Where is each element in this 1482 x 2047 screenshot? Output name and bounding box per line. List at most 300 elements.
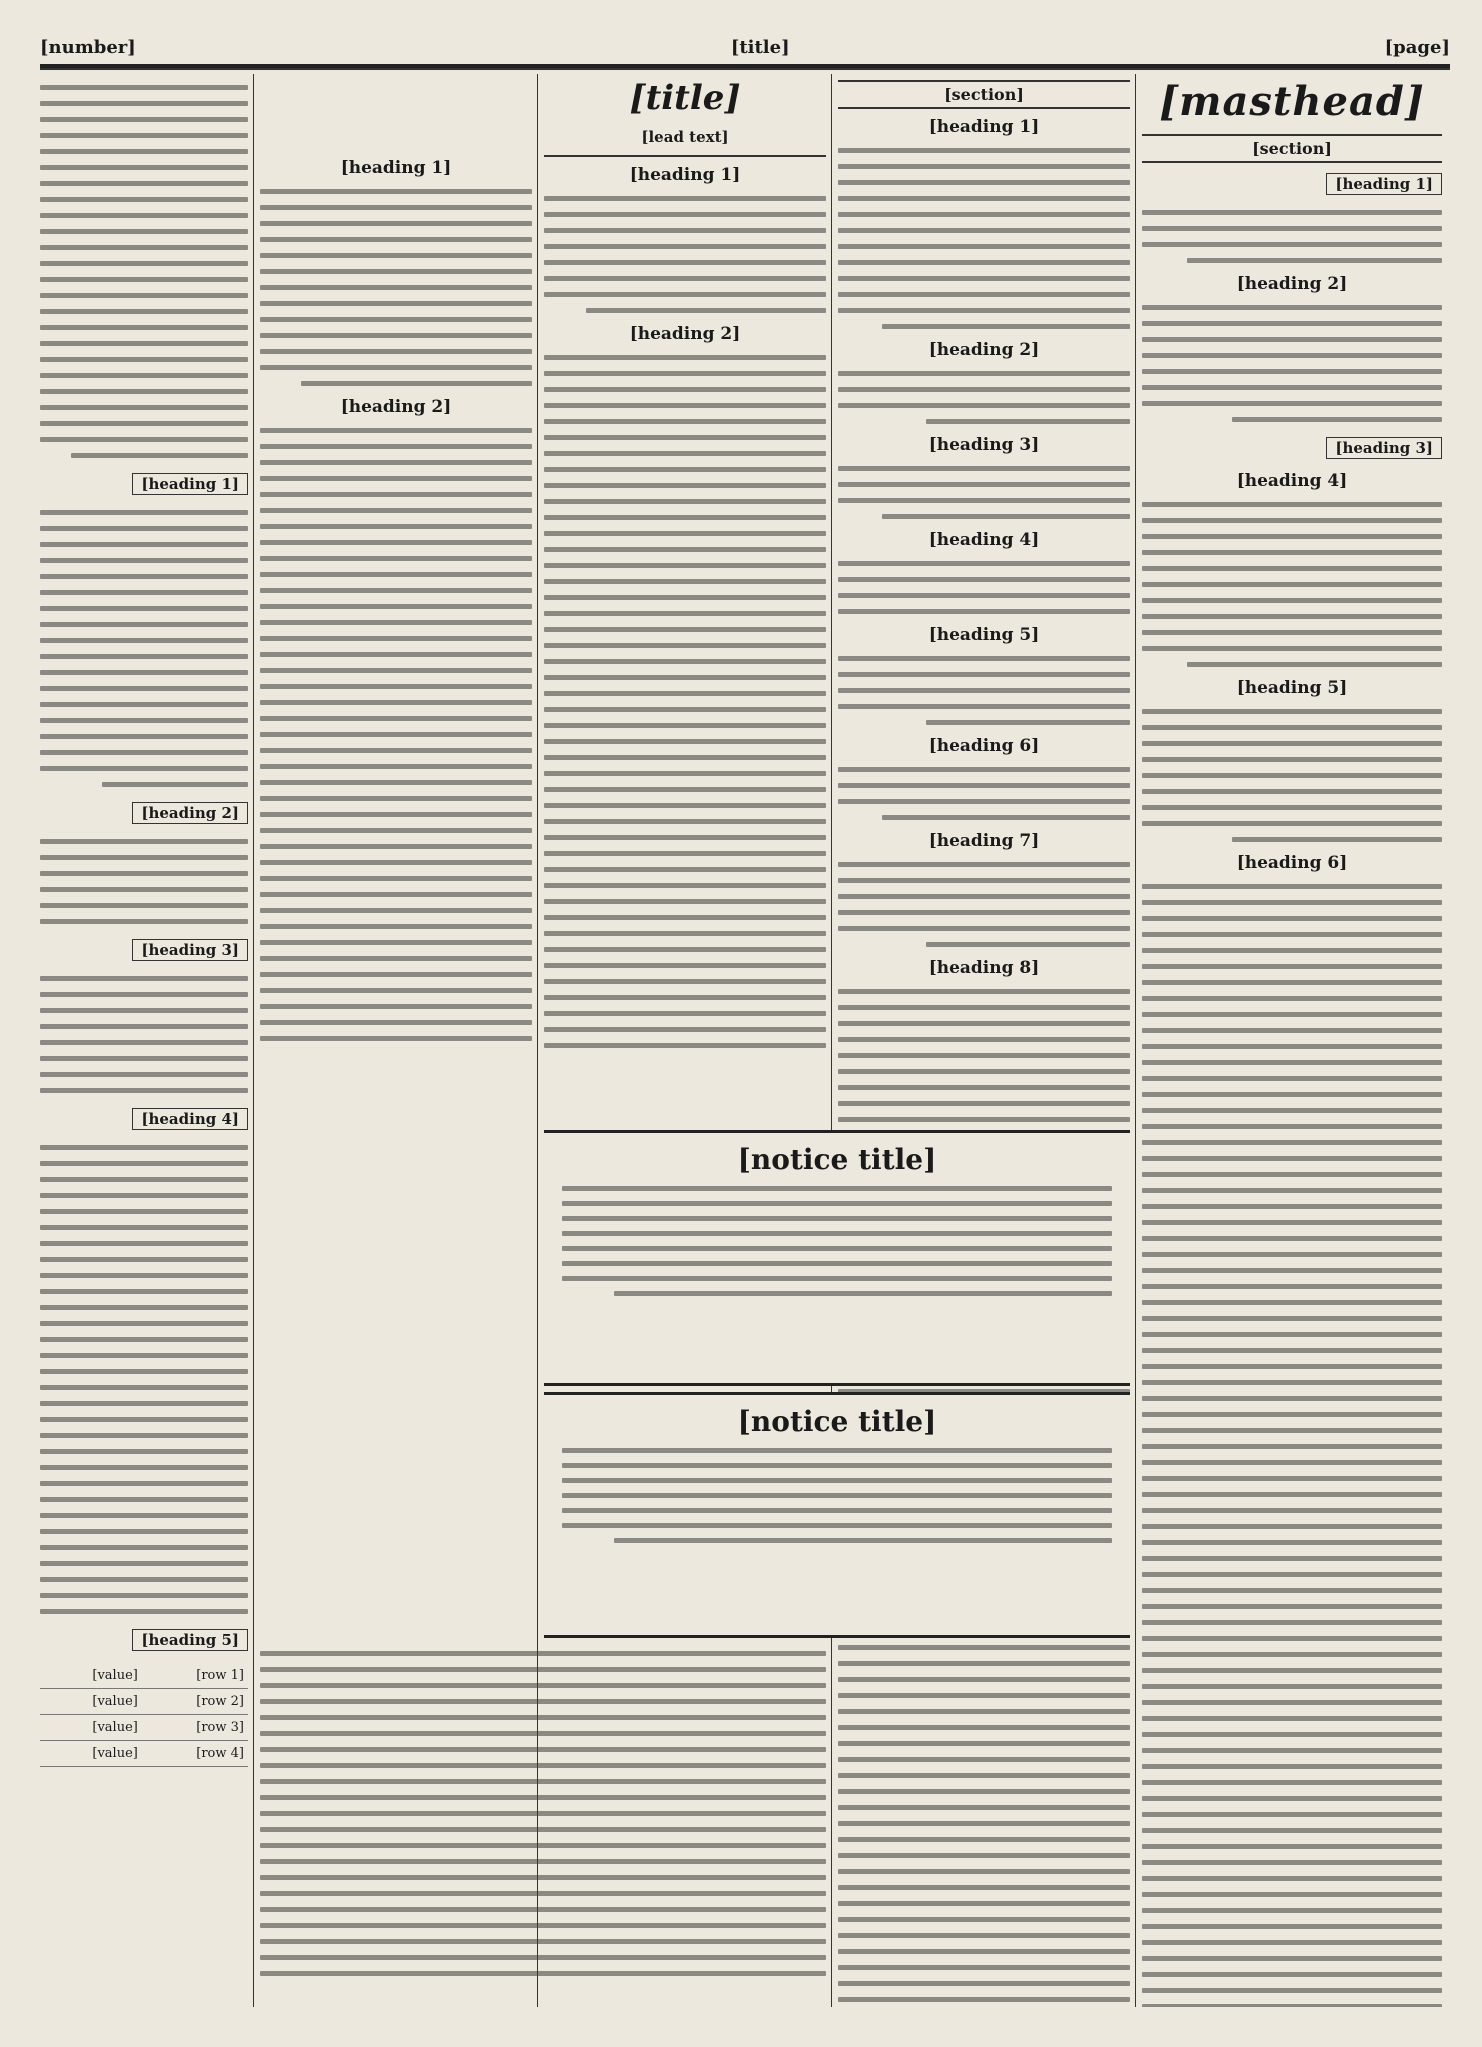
text-line [838,1069,1130,1074]
text-line [40,405,248,410]
text-line [260,844,532,849]
article-heading: [heading 7] [928,831,1040,851]
text-line [40,1513,248,1518]
text-line [260,237,532,242]
text-line [260,828,532,833]
text-line [40,670,248,675]
text-line [260,492,532,497]
text-line [260,540,532,545]
text-line [1142,932,1442,937]
text-line [838,466,1130,471]
text-line [544,595,826,600]
text-line [260,716,532,721]
article-heading: [heading 4] [928,530,1040,550]
text-line [260,1715,826,1720]
text-line [544,260,826,265]
text-line [1142,1844,1442,1849]
text-line [838,878,1130,883]
text-line [1142,1508,1442,1513]
text-line [40,903,248,908]
text-line [40,510,248,515]
section-heading: [section] [838,80,1130,109]
text-line [1142,916,1442,921]
text-line [260,924,532,929]
text-line [1142,518,1442,523]
text-line [544,739,826,744]
text-line [40,1145,248,1150]
text-line [40,992,248,997]
text-line [838,1741,1130,1746]
text-line [1142,1220,1442,1225]
text-line [260,940,532,945]
text-line [260,428,532,433]
text-line [40,1257,248,1262]
notice-title: [notice title] [737,1143,937,1176]
text-line [40,702,248,707]
text-line [1142,2004,1442,2007]
text-line [1142,789,1442,794]
text-line [1142,1732,1442,1737]
text-line [40,437,248,442]
article-heading: [heading 4] [132,1108,248,1130]
text-line [1142,353,1442,358]
text-line [1142,1572,1442,1577]
text-line [260,588,532,593]
text-line [1142,210,1442,215]
article-heading: [heading 1] [1326,173,1442,195]
text-line [260,604,532,609]
text-line [1142,1620,1442,1625]
text-line [40,734,248,739]
text-line [562,1186,1112,1191]
text-line [1142,226,1442,231]
text-line [260,1955,826,1960]
text-line [40,1056,248,1061]
text-line [544,563,826,568]
text-line [260,908,532,913]
text-line [260,1683,826,1688]
text-line [260,1667,826,1672]
text-line [40,750,248,755]
text-line [562,1493,1112,1498]
text-line [838,308,1130,313]
text-line [1142,1156,1442,1161]
text-line [614,1291,1112,1296]
text-line [544,611,826,616]
text-line [40,686,248,691]
text-line [260,988,532,993]
text-line [838,1997,1130,2002]
text-line [260,876,532,881]
text-line [40,197,248,202]
text-line [260,972,532,977]
text-line [40,1593,248,1598]
text-line [40,1008,248,1013]
text-line [1142,1892,1442,1897]
text-line [1142,1716,1442,1721]
text-line [614,1538,1112,1543]
text-line [1187,258,1442,263]
text-line [544,579,826,584]
text-line [1142,1924,1442,1929]
text-line [544,499,826,504]
text-line [838,1037,1130,1042]
text-line [838,1837,1130,1842]
text-line [260,1731,826,1736]
text-line [260,444,532,449]
text-line [40,85,248,90]
text-line [1142,1140,1442,1145]
text-line [40,1088,248,1093]
section-masthead: [masthead] [1159,78,1425,125]
text-line [40,165,248,170]
text-line [40,1289,248,1294]
text-line [838,1117,1130,1122]
text-line [544,276,826,281]
text-line [260,684,532,689]
data-table [40,1663,248,1767]
text-line [544,643,826,648]
text-line [40,1401,248,1406]
text-line [40,1321,248,1326]
text-line [40,887,248,892]
text-line [40,1561,248,1566]
text-line [260,1971,826,1976]
text-line [544,1027,826,1032]
text-line [40,1545,248,1550]
text-line [562,1523,1112,1528]
text-line [260,1795,826,1800]
text-line [260,700,532,705]
text-line [838,1053,1130,1058]
text-line [40,1609,248,1614]
text-line [544,212,826,217]
text-line [260,1843,826,1848]
text-line [40,1024,248,1029]
text-line [838,1805,1130,1810]
text-line [838,1645,1130,1650]
article-heading: [heading 3] [132,939,248,961]
text-line [1142,1828,1442,1833]
text-line [838,1773,1130,1778]
text-line [40,389,248,394]
text-line [40,766,248,771]
text-line [1142,1940,1442,1945]
text-line [1142,1108,1442,1113]
text-line [562,1216,1112,1221]
text-line [544,675,826,680]
text-line [1142,1764,1442,1769]
text-line [1142,900,1442,905]
text-line [838,1965,1130,1970]
text-line [40,1353,248,1358]
text-line [838,498,1130,503]
article-heading: [heading 1] [928,117,1040,137]
text-line [40,590,248,595]
text-line [1142,1412,1442,1417]
text-line [40,133,248,138]
text-line [838,1789,1130,1794]
text-line [926,942,1130,947]
text-line [1142,1476,1442,1481]
text-line [260,333,532,338]
text-line [1142,1652,1442,1657]
text-line [1142,1444,1442,1449]
text-line [838,926,1130,931]
section-heading: [section] [1142,134,1442,163]
text-line [838,148,1130,153]
text-line [544,196,826,201]
text-line [1142,1236,1442,1241]
text-line [1142,884,1442,889]
text-line [40,542,248,547]
text-line [838,1101,1130,1106]
text-line [544,244,826,249]
text-line [1142,1012,1442,1017]
text-line [1142,1492,1442,1497]
text-line [260,1907,826,1912]
text-line [1142,1124,1442,1129]
text-line [40,1241,248,1246]
text-line [838,1005,1130,1010]
text-line [1142,948,1442,953]
text-line [40,622,248,627]
text-line [260,1699,826,1704]
text-line [40,638,248,643]
article-heading: [heading 5] [928,625,1040,645]
text-line [260,349,532,354]
text-line [1142,1796,1442,1801]
text-line [260,764,532,769]
text-line [260,524,532,529]
text-line [838,656,1130,661]
text-line [1142,550,1442,555]
text-line [838,593,1130,598]
text-line [838,1709,1130,1714]
text-line [260,1020,532,1025]
text-line [544,483,826,488]
text-line [102,782,248,787]
text-line [260,1875,826,1880]
text-line [544,947,826,952]
text-line [40,1072,248,1077]
text-line [1142,1972,1442,1977]
text-line [40,101,248,106]
text-line [1142,821,1442,826]
text-line [838,1757,1130,1762]
column-5 [40,74,248,2007]
text-line [1142,1428,1442,1433]
article-heading: [heading 2] [928,340,1040,360]
text-line [1142,1188,1442,1193]
text-line [544,467,826,472]
notice-title: [notice title] [737,1405,937,1438]
text-line [1142,1044,1442,1049]
text-line [838,704,1130,709]
text-line [260,285,532,290]
text-line [562,1508,1112,1513]
text-line [40,1449,248,1454]
column-rule [831,74,832,2007]
section-title: [title] [629,78,741,118]
text-line [838,1821,1130,1826]
text-line [1142,337,1442,342]
text-line [40,1193,248,1198]
lower-text-block [260,1640,826,2007]
text-line [838,767,1130,772]
text-line [838,1869,1130,1874]
text-line [544,435,826,440]
text-line [544,419,826,424]
column-rule [253,74,254,2007]
article-heading: [heading 2] [1236,274,1348,294]
text-line [1142,1380,1442,1385]
text-line [40,526,248,531]
text-line [40,213,248,218]
text-line [40,1209,248,1214]
text-line [40,357,248,362]
text-line [1142,502,1442,507]
text-line [1142,1636,1442,1641]
text-line [260,812,532,817]
table-row: [row 3] [value] [40,1715,248,1741]
text-line [1142,1172,1442,1177]
text-line [40,229,248,234]
text-line [260,748,532,753]
text-line [838,387,1130,392]
text-line [1232,417,1442,422]
text-line [1142,1540,1442,1545]
text-line [260,1004,532,1009]
text-line [40,871,248,876]
text-line [40,1465,248,1470]
text-line [544,228,826,233]
text-line [260,1036,532,1041]
text-line [562,1201,1112,1206]
table-row: [row 1] [value] [40,1663,248,1689]
paper-name: [title] [730,36,790,58]
column-4 [260,150,532,1117]
text-line [260,636,532,641]
text-line [1142,646,1442,651]
text-line [838,609,1130,614]
text-line [260,365,532,370]
text-line [838,783,1130,788]
text-line [562,1246,1112,1251]
text-line [1142,725,1442,730]
text-line [838,989,1130,994]
text-line [260,253,532,258]
text-line [301,381,532,386]
text-line [838,1853,1130,1858]
table-row: [row 2] [value] [40,1689,248,1715]
text-line [562,1231,1112,1236]
text-line [1142,401,1442,406]
text-line [1142,1076,1442,1081]
text-line [40,245,248,250]
text-line [260,1747,826,1752]
text-line [544,995,826,1000]
text-line [260,1651,826,1656]
text-line [562,1478,1112,1483]
text-line [40,1497,248,1502]
page-label: [page] [1384,36,1450,58]
text-line [260,317,532,322]
text-line [562,1261,1112,1266]
text-line [40,574,248,579]
text-line [838,799,1130,804]
text-line [1142,369,1442,374]
text-line [1142,630,1442,635]
text-line [838,1901,1130,1906]
text-line [71,453,248,458]
text-line [260,652,532,657]
text-line [1142,980,1442,985]
text-line [544,835,826,840]
text-line [838,212,1130,217]
text-line [926,419,1130,424]
text-line [838,1677,1130,1682]
text-line [260,460,532,465]
text-line [40,1305,248,1310]
text-line [838,1885,1130,1890]
text-line [544,979,826,984]
text-line [1142,1876,1442,1881]
text-line [838,688,1130,693]
text-line [544,403,826,408]
text-line [1142,741,1442,746]
text-line [40,293,248,298]
text-line [260,1939,826,1944]
text-line [40,718,248,723]
text-line [1142,1812,1442,1817]
text-line [40,1577,248,1582]
text-line [260,301,532,306]
text-line [1142,773,1442,778]
text-line [40,855,248,860]
text-line [838,164,1130,169]
text-line [1142,1060,1442,1065]
text-line [40,1225,248,1230]
article-heading: [heading 1] [132,473,248,495]
text-line [838,260,1130,265]
text-line [926,720,1130,725]
text-line [40,1529,248,1534]
text-line [40,1417,248,1422]
text-line [544,451,826,456]
text-line [544,355,826,360]
text-line [40,1177,248,1182]
text-line [260,476,532,481]
text-line [838,371,1130,376]
text-line [40,1385,248,1390]
article-heading: [heading 5] [132,1629,248,1651]
text-line [544,931,826,936]
article-heading: [heading 4] [1236,471,1348,491]
text-line [544,691,826,696]
text-line [838,482,1130,487]
text-line [838,196,1130,201]
text-line [1142,1348,1442,1353]
text-line [1142,385,1442,390]
text-line [260,732,532,737]
text-line [838,292,1130,297]
issue-number: [number] [40,36,136,58]
text-line [544,1043,826,1048]
text-line [838,862,1130,867]
article-heading: [heading 1] [340,158,452,178]
column-2 [838,74,1130,2007]
